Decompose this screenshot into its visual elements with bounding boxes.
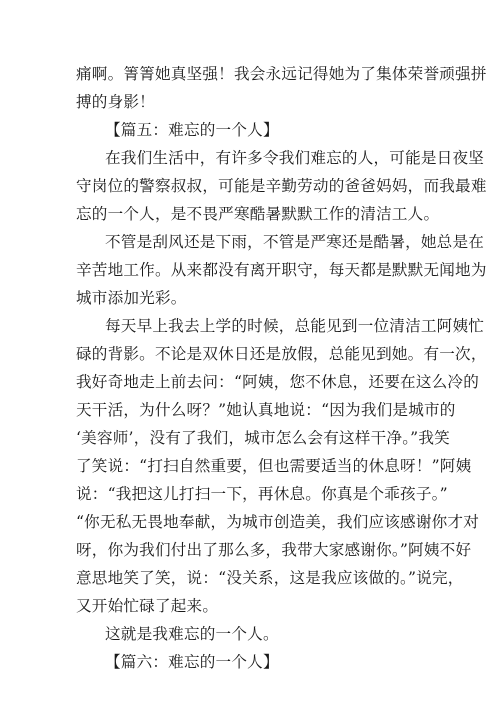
paragraph-line: 不管是刮风还是下雨，不管是严寒还是酷暑，她总是在 <box>105 233 485 251</box>
paragraph-line: 意思地笑了笑，说：“没关系，这是我应该做的。”说完， <box>76 569 464 587</box>
paragraph-line: “你无私无畏地奉献，为城市创造美，我们应该感谢你才对 <box>76 513 480 531</box>
paragraph-line: 每天早上我去上学的时候，总能见到一位清洁工阿姨忙 <box>105 317 485 335</box>
paragraph-line: 了笑说：“打扫自然重要，但也需要适当的休息呀！”阿姨 <box>76 457 472 475</box>
paragraph-line: 城市添加光彩。 <box>76 289 187 307</box>
paragraph-line: 呀，你为我们付出了那么多，我带大家感谢你。”阿姨不好 <box>76 541 472 559</box>
paragraph-line: 辛苦地工作。从来都没有离开职守，每天都是默默无闻地为 <box>76 261 487 279</box>
section-heading: 【篇五：难忘的一个人】 <box>105 121 279 139</box>
paragraph-line: 说：“我把这儿打扫一下，再休息。你真是个乖孩子。” <box>76 485 448 503</box>
paragraph-line: 守岗位的警察叔叔，可能是辛勤劳动的爸爸妈妈，而我最难 <box>76 177 487 195</box>
paragraph-line: 碌的背影。不论是双休日还是放假，总能见到她。有一次， <box>76 345 487 363</box>
paragraph-line: 又开始忙碌了起来。 <box>76 597 219 615</box>
paragraph-line: 这就是我难忘的一个人。 <box>105 625 279 643</box>
paragraph-line: 在我们生活中，有许多令我们难忘的人，可能是日夜坚 <box>105 149 485 167</box>
paragraph-line: 我好奇地走上前去问：“阿姨，您不休息，还要在这么冷的 <box>76 373 480 391</box>
paragraph-line: 痛啊。箐箐她真坚强！我会永远记得她为了集体荣誉顽强拼 <box>76 65 487 83</box>
paragraph-line: 忘的一个人，是不畏严寒酷暑默默工作的清洁工人。 <box>76 205 440 223</box>
paragraph-line: 天干活，为什么呀？”她认真地说：“因为我们是城市的 <box>76 401 456 419</box>
section-heading: 【篇六：难忘的一个人】 <box>105 653 279 671</box>
paragraph-line: ‘美容师’，没有了我们，城市怎么会有这样干净。”我笑 <box>76 429 450 447</box>
paragraph-line: 搏的身影！ <box>76 93 155 111</box>
